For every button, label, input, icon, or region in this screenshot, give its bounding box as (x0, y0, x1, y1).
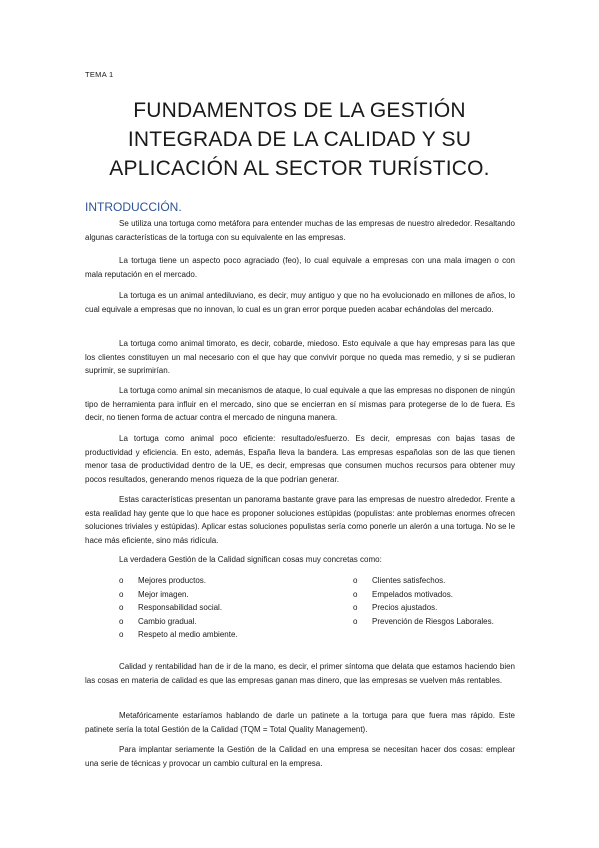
paragraph: Se utiliza una tortuga como metáfora para entender muchas de las empresas de nuestro alrededor. Resaltando algunas características de la tortuga con su equivalente en las empresas. (85, 219, 515, 242)
section-label: TEMA 1 (85, 70, 114, 79)
paragraph: La tortuga es un animal antediluviano, es decir, muy antiguo y que no ha evolucionado en millones de años, lo cual equivale a empresas que no innovan, lo cual es un gran error porque pueden acabar echándolas del mercado. (85, 291, 515, 314)
list-item: o Mejor imagen. (119, 588, 238, 602)
paragraph: Metafóricamente estaríamos hablando de darle un patinete a la tortuga para que fuera mas rápido. Este patinete sería la total Gestión de la Calidad (TQM = Total Quality Management). (85, 711, 515, 734)
paragraph: La verdadera Gestión de la Calidad significan cosas muy concretas como: (119, 555, 382, 564)
paragraph: La tortuga como animal poco eficiente: resultado/esfuerzo. Es decir, empresas con bajas tasas de productividad y eficiencia. En esto, además, España lleva la bandera. Las empresas españolas son de las que tienen menor tasa de productividad dentro de la UE, es decir, empresas que consumen muchos recursos para obtener muy pocos resultados, generando menos riqueza de la que podrían generar. (85, 434, 515, 484)
title-line: FUNDAMENTOS DE LA GESTIÓN (133, 99, 466, 122)
section-heading: INTRODUCCIÓN. (85, 200, 182, 214)
list-item: o Mejores productos. (119, 574, 238, 588)
list-item: o Cambio gradual. (119, 615, 238, 629)
list-item: o Empelados motivados. (353, 588, 494, 602)
paragraph: La tortuga tiene un aspecto poco agraciado (feo), lo cual equivale a empresas con una mala imagen o con mala reputación en el mercado. (85, 256, 515, 279)
list-item: o Precios ajustados. (353, 601, 494, 615)
document-title (60, 96, 539, 183)
title-line: APLICACIÓN AL SECTOR TURÍSTICO. (109, 157, 490, 180)
paragraph: La tortuga como animal timorato, es decir, cobarde, miedoso. Esto equivale a que hay empresas para las que los clientes constituyen un mal necesario con el que hay que convivir porque no queda mas remedio, y si se pudieran suprimir, se suprimirían. (85, 339, 515, 376)
bullet-list-right (353, 574, 494, 628)
list-item: o Responsabilidad social. (119, 601, 238, 615)
paragraph: Estas características presentan un panorama bastante grave para las empresas de nuestro alrededor. Frente a esta realidad hay gente que lo que hace es proponer soluciones estúpidas (populistas: ante problemas enormes ofrecen soluciones triviales y estúpidas). Aplicar estas soluciones populistas sería como ponerle un alerón a una tortuga. No se le hace más eficiente, sino más ridícula. (85, 495, 516, 545)
list-item: o Prevención de Riesgos Laborales. (353, 615, 494, 629)
bullet-list-left (119, 574, 238, 642)
title-line: INTEGRADA DE LA CALIDAD Y SU (127, 128, 472, 151)
paragraph: Para implantar seriamente la Gestión de la Calidad en una empresa se necesitan hacer dos cosas: emplear una serie de técnicas y provocar un cambio cultural en la empresa. (85, 745, 515, 768)
paragraph: La tortuga como animal sin mecanismos de ataque, lo cual equivale a que las empresas no disponen de ningún tipo de herramienta para influir en el mercado, sino que se encierran en sí mismas para protegerse de lo de fuera. Es decir, no tienen forma de actuar contra el mercado de ninguna manera. (85, 386, 515, 423)
list-item: o Respeto al medio ambiente. (119, 628, 238, 642)
list-item: o Clientes satisfechos. (353, 574, 494, 588)
paragraph: Calidad y rentabilidad han de ir de la mano, es decir, el primer síntoma que delata que estamos haciendo bien las cosas en materia de calidad es que las empresas ganan mas dinero, que las empresas se vuelven más rentables. (85, 662, 515, 685)
